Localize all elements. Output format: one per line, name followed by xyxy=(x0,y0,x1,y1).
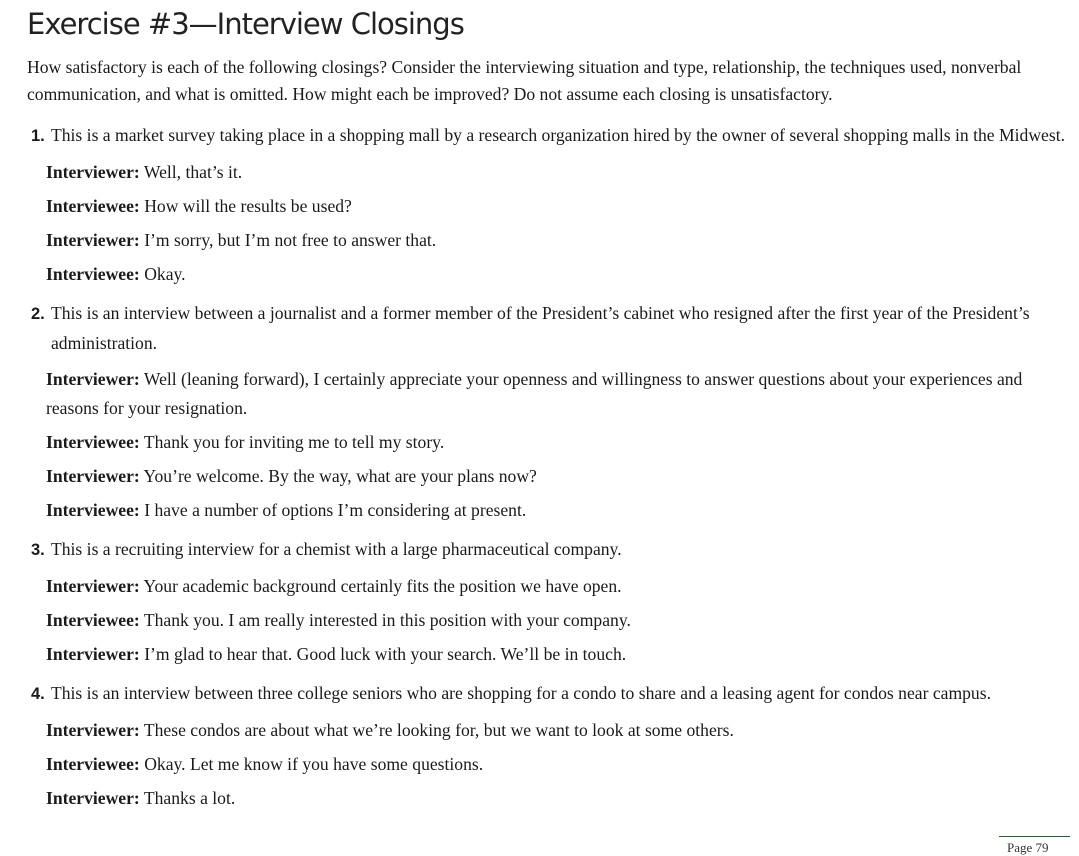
item-description-text: This is a market survey taking place in a shopping mall by a research organization hired by the owner of several shopping malls in the Midwest. xyxy=(51,125,1065,145)
dialogue-line xyxy=(27,716,1067,745)
dialogue-text: Thanks a lot. xyxy=(139,788,236,808)
item-number: 4. xyxy=(31,685,45,703)
dialogue-line xyxy=(27,750,1067,779)
exercise-item xyxy=(27,121,1067,289)
page-number: Page 79 xyxy=(1007,840,1049,855)
dialogue-text: How will the results be used? xyxy=(139,196,352,216)
document-page xyxy=(27,0,1067,813)
speaker-label: Interviewer: xyxy=(46,466,140,486)
item-number: 1. xyxy=(31,127,45,145)
item-description xyxy=(27,535,1067,565)
speaker-label: Interviewee: xyxy=(46,754,140,774)
exercise-item xyxy=(27,535,1067,669)
speaker-label: Interviewer: xyxy=(46,162,140,182)
item-description xyxy=(27,121,1067,151)
page-number-rule xyxy=(999,836,1070,837)
dialogue-text: I’m glad to hear that. Good luck with your search. We’ll be in touch. xyxy=(139,644,627,664)
item-description-text: This is an interview between a journalist and a former member of the President’s cabinet who resigned after the first year of the President’s administration. xyxy=(51,303,1030,353)
item-description xyxy=(27,299,1067,358)
item-description-text: This is a recruiting interview for a chemist with a large pharmaceutical company. xyxy=(51,539,622,559)
dialogue-text: Okay. Let me know if you have some questions. xyxy=(139,754,484,774)
dialogue-line xyxy=(27,784,1067,813)
dialogue-line xyxy=(27,158,1067,187)
dialogue-line xyxy=(27,496,1067,525)
item-number: 3. xyxy=(31,541,45,559)
dialogue-text: Thank you for inviting me to tell my story. xyxy=(139,432,445,452)
dialogue-text: Well, that’s it. xyxy=(139,162,243,182)
speaker-label: Interviewee: xyxy=(46,610,140,630)
item-number: 2. xyxy=(31,305,45,323)
dialogue-line xyxy=(27,428,1067,457)
speaker-label: Interviewer: xyxy=(46,644,140,664)
dialogue-line xyxy=(27,606,1067,635)
dialogue-text: These condos are about what we’re looking for, but we want to look at some others. xyxy=(139,720,734,740)
dialogue-text: Okay. xyxy=(139,264,186,284)
dialogue-line xyxy=(27,192,1067,221)
dialogue-text: I’m sorry, but I’m not free to answer that. xyxy=(139,230,437,250)
dialogue-text: I have a number of options I’m considering at present. xyxy=(139,500,527,520)
dialogue-line xyxy=(27,260,1067,289)
speaker-label: Interviewer: xyxy=(46,576,140,596)
dialogue-line xyxy=(27,640,1067,669)
exercise-item xyxy=(27,299,1067,525)
dialogue-text: Thank you. I am really interested in this position with your company. xyxy=(139,610,631,630)
dialogue-text: You’re welcome. By the way, what are your plans now? xyxy=(139,466,537,486)
speaker-label: Interviewee: xyxy=(46,264,140,284)
speaker-label: Interviewee: xyxy=(46,500,140,520)
dialogue-text: Your academic background certainly fits the position we have open. xyxy=(139,576,622,596)
speaker-label: Interviewee: xyxy=(46,432,140,452)
speaker-label: Interviewer: xyxy=(46,230,140,250)
page-title: Exercise #3—Interview Closings xyxy=(27,7,464,41)
dialogue-line xyxy=(27,365,1067,423)
item-description xyxy=(27,679,1067,709)
speaker-label: Interviewer: xyxy=(46,788,140,808)
exercise-item xyxy=(27,679,1067,813)
speaker-label: Interviewer: xyxy=(46,720,140,740)
dialogue-line xyxy=(27,226,1067,255)
dialogue-text: Well (leaning forward), I certainly appreciate your openness and willingness to answer questions about your experiences and reasons for your resignation. xyxy=(46,369,1023,418)
speaker-label: Interviewee: xyxy=(46,196,140,216)
intro-paragraph: How satisfactory is each of the following closings? Consider the interviewing situation and type, relationship, the techniques used, nonverbal communication, and what is omitted. How might each be improved? Do not assume each closing is unsatisfactory. xyxy=(27,57,1022,104)
dialogue-line xyxy=(27,572,1067,601)
speaker-label: Interviewer: xyxy=(46,369,140,389)
dialogue-line xyxy=(27,462,1067,491)
item-description-text: This is an interview between three college seniors who are shopping for a condo to share and a leasing agent for condos near campus. xyxy=(51,683,991,703)
